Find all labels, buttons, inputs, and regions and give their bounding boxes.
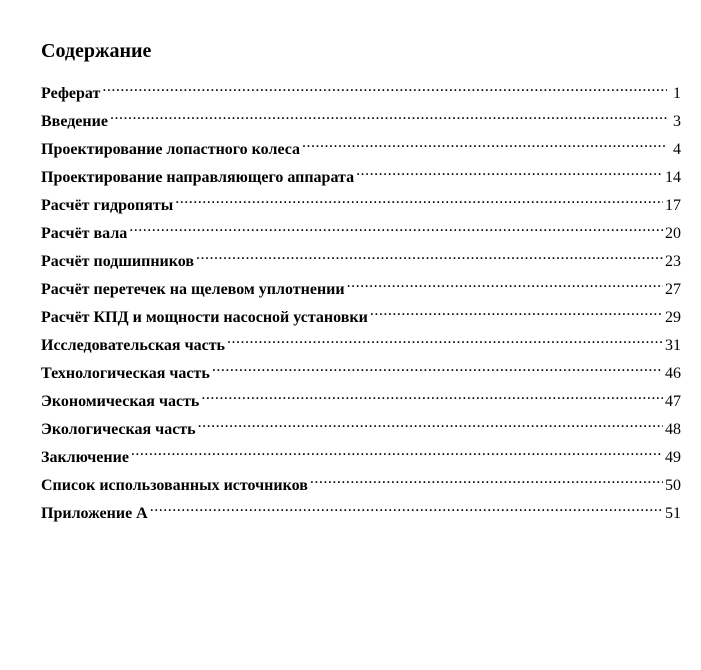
toc-entry-page: 31: [665, 337, 681, 354]
toc-entry-page: 20: [665, 225, 681, 242]
toc-entry: [41, 272, 681, 300]
toc-entry-label: Расчёт гидропяты: [41, 197, 174, 214]
toc-entry-page: 49: [665, 449, 681, 466]
toc-entry: [41, 496, 681, 524]
toc-entry-page: 48: [665, 421, 681, 438]
toc-entry-page: 50: [665, 477, 681, 494]
toc-entry: [41, 328, 681, 356]
toc-entry-page: 27: [665, 281, 681, 298]
toc-entry: [41, 440, 681, 468]
toc-entry-label: Исследовательская часть: [41, 337, 226, 354]
toc-entry-label: Список использованных источников: [41, 477, 308, 494]
toc-entry-leader: [129, 216, 663, 238]
toc-entry-page: 17: [665, 197, 681, 214]
toc-entry: [41, 132, 681, 160]
toc-entry-leader: [131, 440, 663, 462]
toc-entry-leader: [302, 132, 667, 154]
toc-entry-leader: [201, 384, 663, 406]
toc-entry-leader: [356, 160, 663, 182]
toc-list: [41, 76, 681, 524]
toc-entry-leader: [196, 244, 663, 266]
toc-entry-label: Расчёт вала: [41, 225, 128, 242]
toc-entry-label: Проектирование лопастного колеса: [41, 141, 301, 158]
toc-entry-page: 46: [665, 365, 681, 382]
toc-entry-label: Экологическая часть: [41, 421, 196, 438]
toc-entry-label: Расчёт перетечек на щелевом уплотнении: [41, 281, 345, 298]
toc-entry-page: 47: [665, 393, 681, 410]
toc-entry-leader: [198, 412, 663, 434]
toc-entry-leader: [347, 272, 663, 294]
toc-entry-page: 14: [665, 169, 681, 186]
toc-entry-leader: [227, 328, 663, 350]
toc-entry: [41, 468, 681, 496]
toc-entry: [41, 300, 681, 328]
toc-entry-leader: [212, 356, 663, 378]
toc-entry: [41, 76, 681, 104]
toc-entry-page: 23: [665, 253, 681, 270]
toc-entry-label: Проектирование направляющего аппарата: [41, 169, 355, 186]
toc-entry-leader: [110, 104, 667, 126]
toc-entry-page: 4: [673, 141, 681, 158]
toc-entry-label: Экономическая часть: [41, 393, 200, 410]
toc-entry: [41, 160, 681, 188]
toc-entry-label: Приложение А: [41, 505, 148, 522]
toc-entry-leader: [310, 468, 663, 490]
toc-entry-label: Расчёт КПД и мощности насосной установки: [41, 309, 368, 326]
toc-entry-page: 51: [665, 505, 681, 522]
toc-entry-leader: [102, 76, 667, 98]
toc-entry-page: 1: [673, 85, 681, 102]
toc-entry-leader: [150, 496, 663, 518]
toc-entry-page: 3: [673, 113, 681, 130]
toc-entry-label: Расчёт подшипников: [41, 253, 195, 270]
toc-entry: [41, 356, 681, 384]
toc-entry-label: Технологическая часть: [41, 365, 210, 382]
toc-entry-label: Введение: [41, 113, 108, 130]
toc-entry: [41, 188, 681, 216]
toc-entry: [41, 384, 681, 412]
toc-entry-label: Реферат: [41, 85, 101, 102]
toc-entry: [41, 104, 681, 132]
toc-entry-label: Заключение: [41, 449, 129, 466]
toc-entry: [41, 412, 681, 440]
toc-title: Содержание: [41, 40, 152, 62]
toc-entry: [41, 216, 681, 244]
toc-entry-page: 29: [665, 309, 681, 326]
toc-entry: [41, 244, 681, 272]
toc-entry-leader: [370, 300, 663, 322]
toc-entry-leader: [175, 188, 663, 210]
